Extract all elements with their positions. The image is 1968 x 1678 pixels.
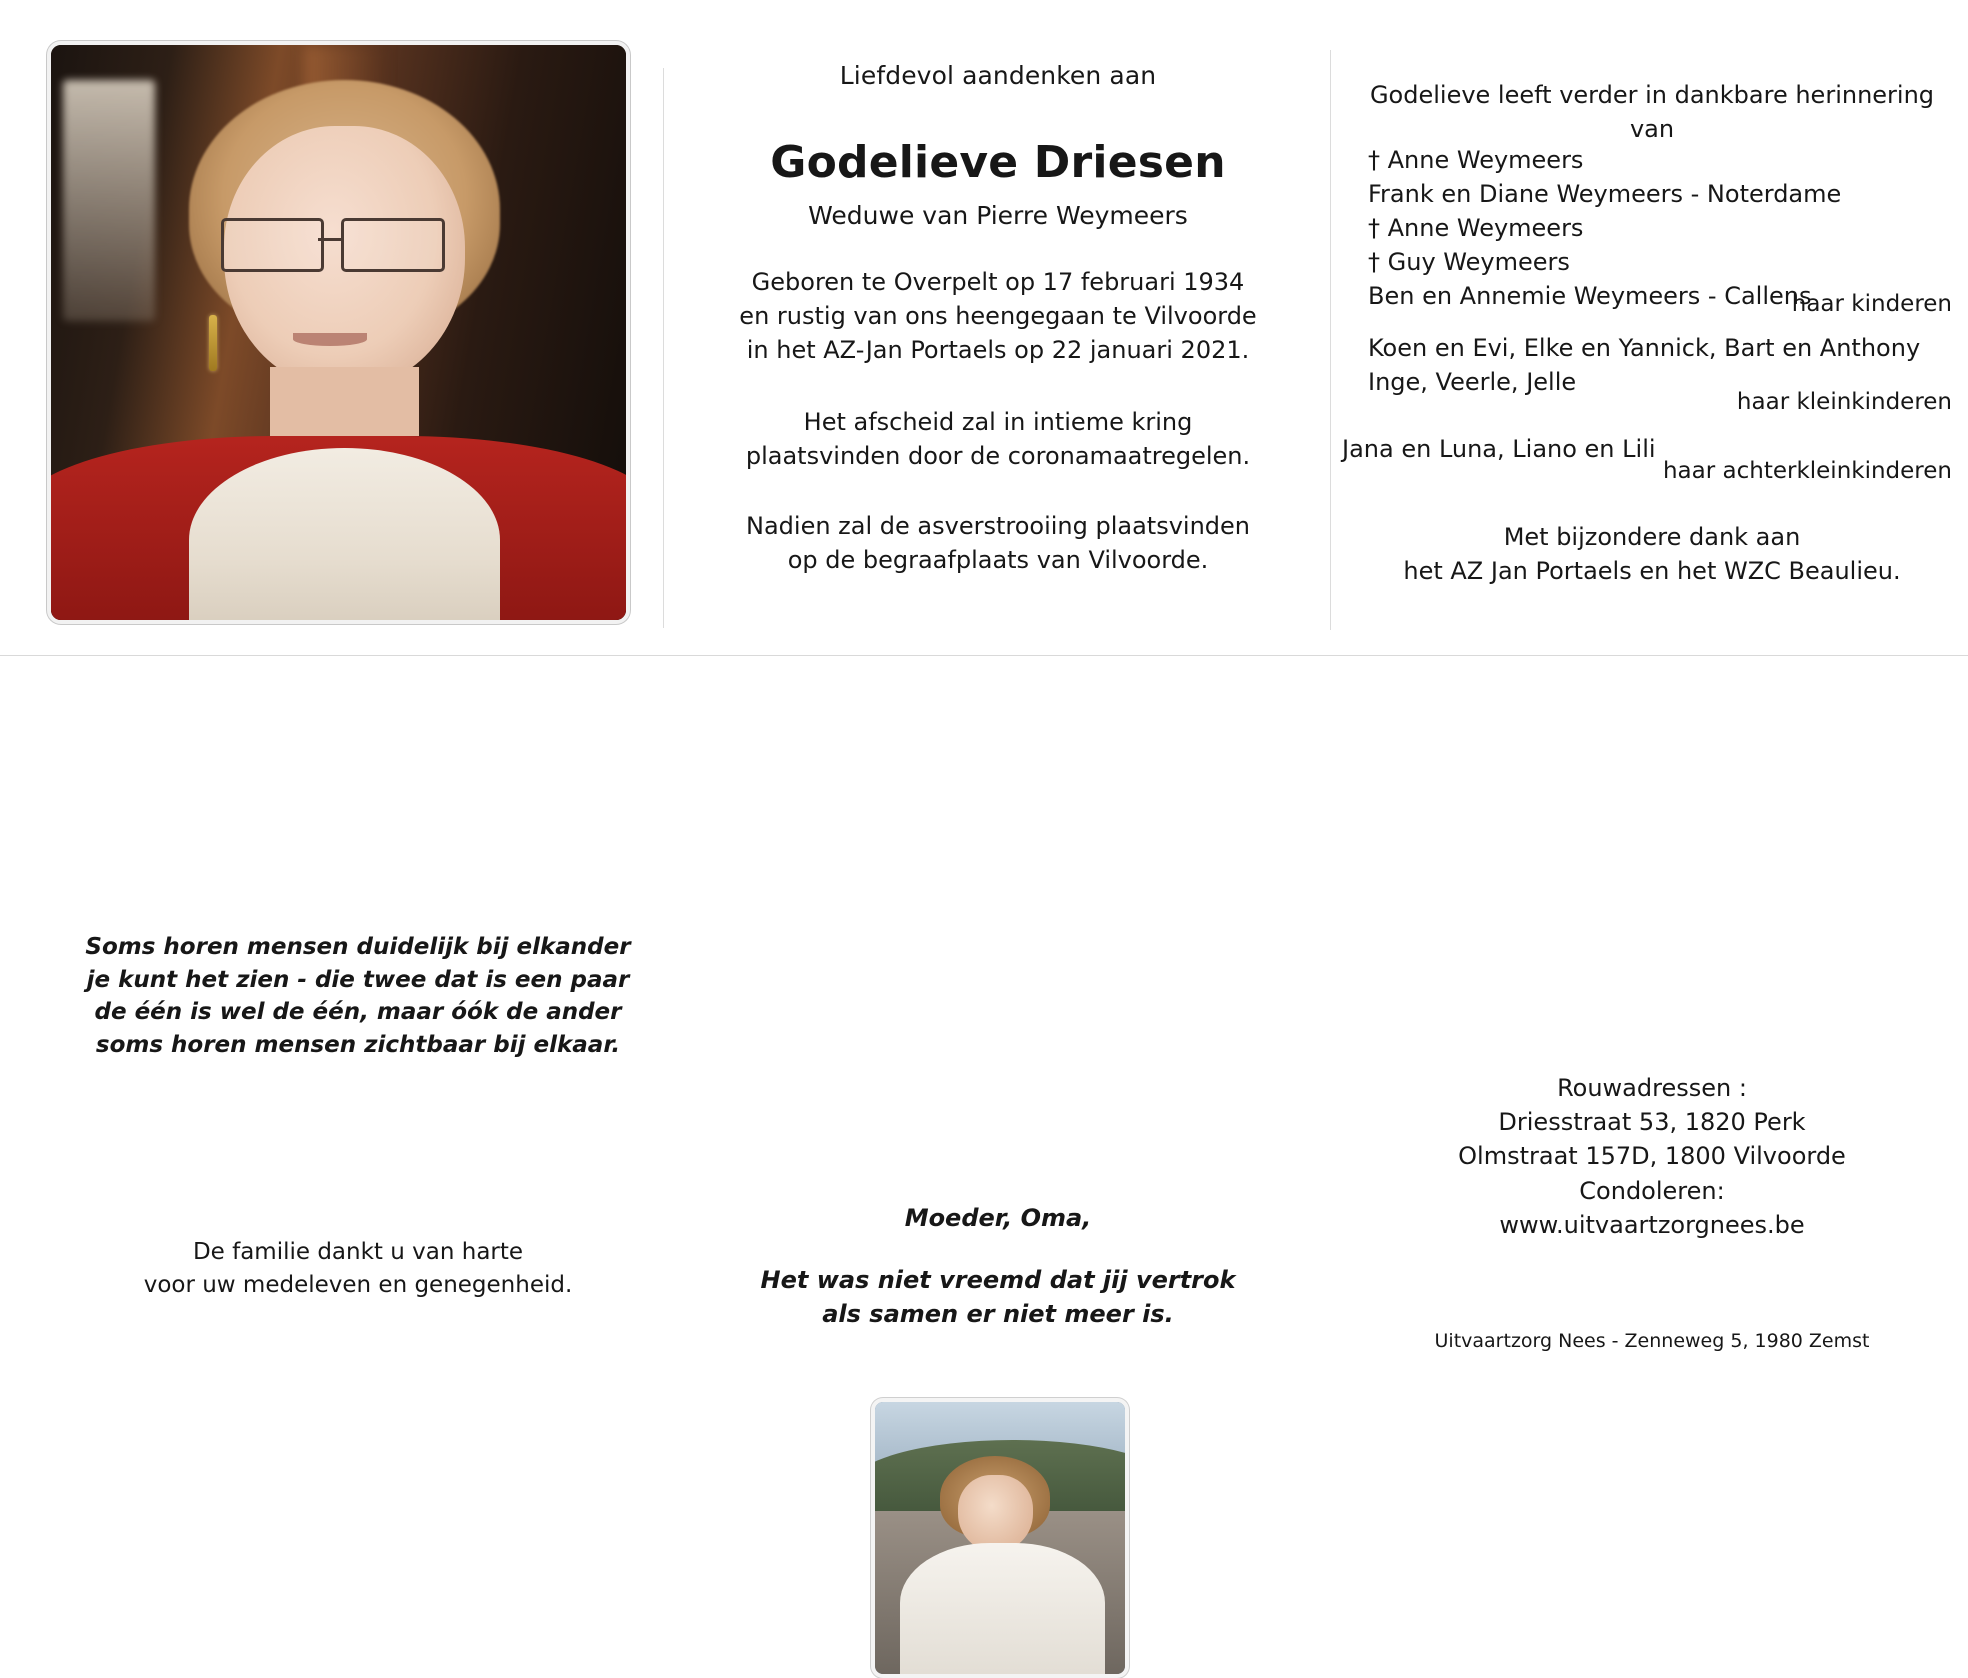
poem-block bbox=[70, 931, 646, 1062]
portrait-background-light bbox=[63, 80, 155, 322]
special-thanks-line-2: het AZ Jan Portaels en het WZC Beaulieu. bbox=[1403, 557, 1901, 586]
family-thanks-line-2: voor uw medeleven en genegenheid. bbox=[143, 1271, 573, 1298]
funeral-home-footer: Uitvaartzorg Nees - Zenneweg 5, 1980 Zemst bbox=[1434, 1330, 1870, 1352]
birth-death-line-3: in het AZ-Jan Portaels op 22 januari 2021. bbox=[746, 336, 1250, 365]
poem-line: je kunt het zien - die twee dat is een paar bbox=[86, 966, 630, 993]
verse-line-1: Het was niet vreemd dat jij vertrok bbox=[760, 1266, 1236, 1294]
condolence-title: Condoleren: bbox=[1579, 1177, 1725, 1205]
portrait-glasses-right-lens bbox=[341, 218, 445, 273]
grandchildren-item: Koen en Evi, Elke en Yannick, Bart en Anthony bbox=[1368, 334, 1921, 362]
children-item: Ben en Annemie Weymeers - Callens bbox=[1368, 282, 1812, 311]
mourning-addresses-title: Rouwadressen : bbox=[1557, 1074, 1747, 1102]
portrait-white-turtleneck bbox=[189, 448, 500, 625]
grandchildren-item: Inge, Veerle, Jelle bbox=[1368, 368, 1577, 397]
family-thanks-line-1: De familie dankt u van harte bbox=[192, 1239, 524, 1265]
portrait-photo bbox=[47, 41, 630, 624]
portrait-glasses-bridge bbox=[318, 238, 341, 241]
condolence-block bbox=[1352, 1174, 1952, 1242]
birth-death-line-2: en rustig van ons heengegaan te Vilvoorde bbox=[739, 302, 1257, 331]
second-photo-face bbox=[958, 1475, 1033, 1551]
poem-line: Soms horen mensen duidelijk bij elkander bbox=[85, 934, 631, 960]
farewell-block bbox=[680, 405, 1316, 473]
birth-death-line-1: Geboren te Overpelt op 17 februari 1934 bbox=[751, 268, 1245, 296]
salutation-text: Moeder, Oma, bbox=[904, 1204, 1092, 1232]
ash-scattering-block bbox=[680, 509, 1316, 577]
greatgrandchildren-role-label: haar achterkleinkinderen bbox=[1662, 458, 1952, 484]
portrait-glasses-left-lens bbox=[221, 218, 325, 273]
portrait-earring bbox=[209, 315, 217, 371]
remembrance-intro: Godelieve leeft verder in dankbare herinnering van bbox=[1369, 81, 1935, 144]
ash-scattering-line-2: op de begraafplaats van Vilvoorde. bbox=[787, 546, 1209, 575]
family-thanks-block bbox=[70, 1236, 646, 1301]
card-top-half bbox=[0, 0, 1968, 656]
greatgrandchildren-item: Jana en Luna, Liano en Lili bbox=[1342, 435, 1656, 463]
grandchildren-role-label: haar kleinkinderen bbox=[1736, 389, 1952, 415]
card-bottom-half bbox=[0, 656, 1968, 1352]
ash-scattering-line-1: Nadien zal de asverstrooiing plaatsvinden bbox=[746, 512, 1250, 540]
mourning-addresses-block bbox=[1352, 1071, 1952, 1173]
condolence-url[interactable]: www.uitvaartzorgnees.be bbox=[1499, 1211, 1805, 1240]
widow-of-text: Weduwe van Pierre Weymeers bbox=[808, 201, 1188, 230]
verse-line-2: als samen er niet meer is. bbox=[822, 1300, 1174, 1329]
deceased-name: Godelieve Driesen bbox=[770, 137, 1226, 188]
second-photo bbox=[871, 1398, 1129, 1678]
farewell-line-2: plaatsvinden door de coronamaatregelen. bbox=[745, 442, 1251, 471]
second-photo-white-blouse bbox=[900, 1543, 1105, 1678]
children-item: † Guy Weymeers bbox=[1368, 248, 1570, 277]
mourning-address-item: Driesstraat 53, 1820 Perk bbox=[1498, 1108, 1806, 1137]
children-item: † Anne Weymeers bbox=[1368, 214, 1584, 243]
poem-line: soms horen mensen zichtbaar bij elkaar. bbox=[95, 1031, 621, 1058]
portrait-neck bbox=[270, 367, 420, 436]
special-thanks-block bbox=[1352, 520, 1952, 588]
memorial-lead-text: Liefdevol aandenken aan bbox=[839, 61, 1157, 90]
farewell-line-1: Het afscheid zal in intieme kring bbox=[803, 408, 1193, 436]
special-thanks-line-1: Met bijzondere dank aan bbox=[1503, 523, 1801, 551]
children-role-label: haar kinderen bbox=[1791, 291, 1952, 317]
mourning-address-item: Olmstraat 157D, 1800 Vilvoorde bbox=[1458, 1142, 1846, 1171]
children-item: Frank en Diane Weymeers - Noterdame bbox=[1368, 180, 1842, 209]
children-item: † Anne Weymeers bbox=[1368, 146, 1584, 174]
birth-death-block bbox=[680, 265, 1316, 367]
verse-block bbox=[680, 1263, 1316, 1331]
poem-line: de één is wel de één, maar óók de ander bbox=[94, 999, 622, 1026]
